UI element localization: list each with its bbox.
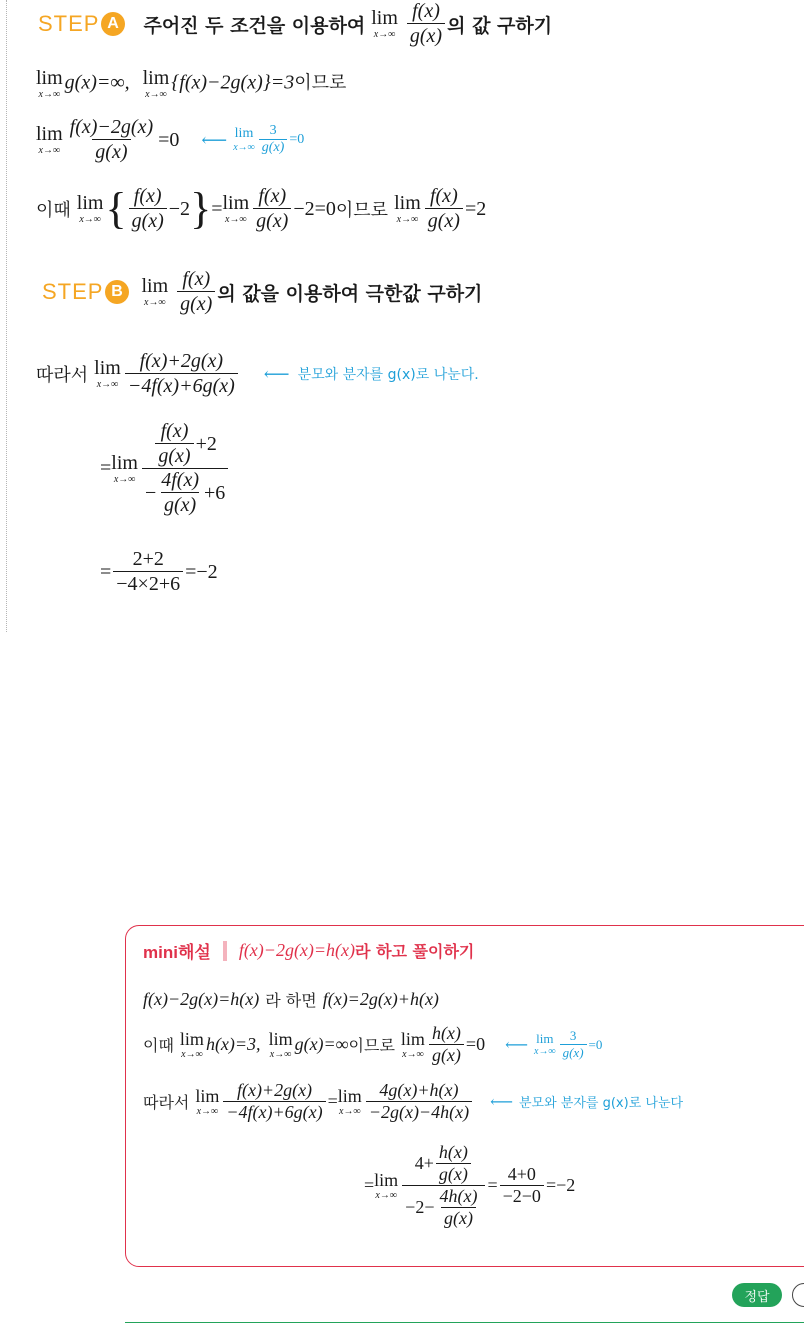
- step-a-line-2: lim x→∞ $\frac{f(x)-2g(x)}{g(x)}$ =0 ⟵ lim x→∞ $\frac{3}{g(x)}$ =0: [36, 116, 305, 163]
- mini-line-2: 이때 lim x→∞ h(x)=3, lim x→∞ g(x)=∞ 이므로 lim x→∞ $\frac{h(x)}{g(x)}$ =0 ⟵ lim x→∞ $\frac{3}{g(x)}$ =0: [143, 1023, 603, 1065]
- step-a-badge: A: [101, 12, 125, 36]
- step-b-badge: B: [105, 280, 129, 304]
- arrow-left-icon: ⟵: [490, 1093, 513, 1111]
- bottom-rule: [125, 1322, 804, 1323]
- step-a-heading-suffix: 의 값 구하기: [447, 14, 553, 37]
- mini-line-3: 따라서 lim x→∞ $\frac{f(x)+2g(x)}{-4f(x)+6g(x)}$ = lim x→∞ $\frac{4g(x)+h(x)}{-2g(x)-4h(x)}$ ⟵ 분모와 분자를 g(x)로 나눈다: [143, 1080, 684, 1122]
- mini-line-4: = lim x→∞ 4+ $\frac{h(x)}{g(x)}$ −2− $\frac{4h(x)}{g(x)}$ = $\frac{4+0}{-2-0}$ =−2: [364, 1142, 576, 1228]
- mini-title-divider: [223, 941, 227, 961]
- step-a-side-note: lim x→∞ $\frac{3}{g(x)}$ =0: [233, 123, 305, 156]
- mini-side-note-1: lim x→∞ $\frac{3}{g(x)}$ =0: [534, 1027, 603, 1060]
- step-a-line-1: lim x→∞ g(x)=∞, lim x→∞ {f(x)−2g(x)}=3이므로: [36, 67, 347, 100]
- step-a-line-3: 이때 lim x→∞ { $\frac{f(x)}{g(x)}$ −2 } = lim x→∞ $\frac{f(x)}{g(x)}$ −2=0 이므로 lim x→∞ $\frac{f(x)}{g(x)}$ =2: [36, 184, 487, 233]
- arrow-left-icon: ⟵: [505, 1036, 529, 1054]
- answer-badge: 정답: [732, 1283, 782, 1307]
- step-b-label: STEP B: [42, 279, 129, 305]
- step-a-heading-text: 주어진 두 조건을 이용하여: [143, 14, 366, 37]
- step-a-label: STEP A: [38, 11, 125, 37]
- arrow-left-icon: ⟵: [263, 363, 290, 384]
- step-b-line-3: = $\frac{2+2}{-4\times 2+6}$ =−2: [100, 548, 218, 595]
- arrow-left-icon: ⟵: [201, 129, 228, 150]
- answer-circle: [792, 1283, 804, 1307]
- step-b-heading-text: 의 값을 이용하여 극한값 구하기: [217, 282, 483, 305]
- mini-line-1: f(x)−2g(x)=h(x) 라 하면 f(x)=2g(x)+h(x): [143, 989, 439, 1010]
- step-b-heading: STEP B lim x→∞ $\frac{f(x)}{g(x)}$ 의 값을 이용하여 극한값 구하기: [42, 268, 483, 315]
- mini-solution-title: mini해설 f(x)−2g(x)=h(x) 라 하고 풀이하기: [143, 940, 475, 963]
- mini-side-note-2: 분모와 분자를 g(x)로 나눈다: [519, 1096, 684, 1112]
- step-b-line-2: = lim x→∞ $\frac{f(x)}{g(x)}$ +2 − $\frac{4f(x)}{g(x)}$ +6: [100, 420, 230, 517]
- step-b-side-note: 분모와 분자를 g(x)로 나눈다.: [297, 367, 479, 383]
- step-a-heading: STEP A 주어진 두 조건을 이용하여 lim x→∞ $\frac{f(x)}{g(x)}$ 의 값 구하기: [38, 0, 553, 47]
- left-dotted-margin: [6, 0, 7, 632]
- step-b-line-1: 따라서 lim x→∞ $\frac{f(x)+2g(x)}{-4f(x)+6g(x)}$ ⟵ 분모와 분자를 g(x)로 나눈다.: [36, 350, 479, 397]
